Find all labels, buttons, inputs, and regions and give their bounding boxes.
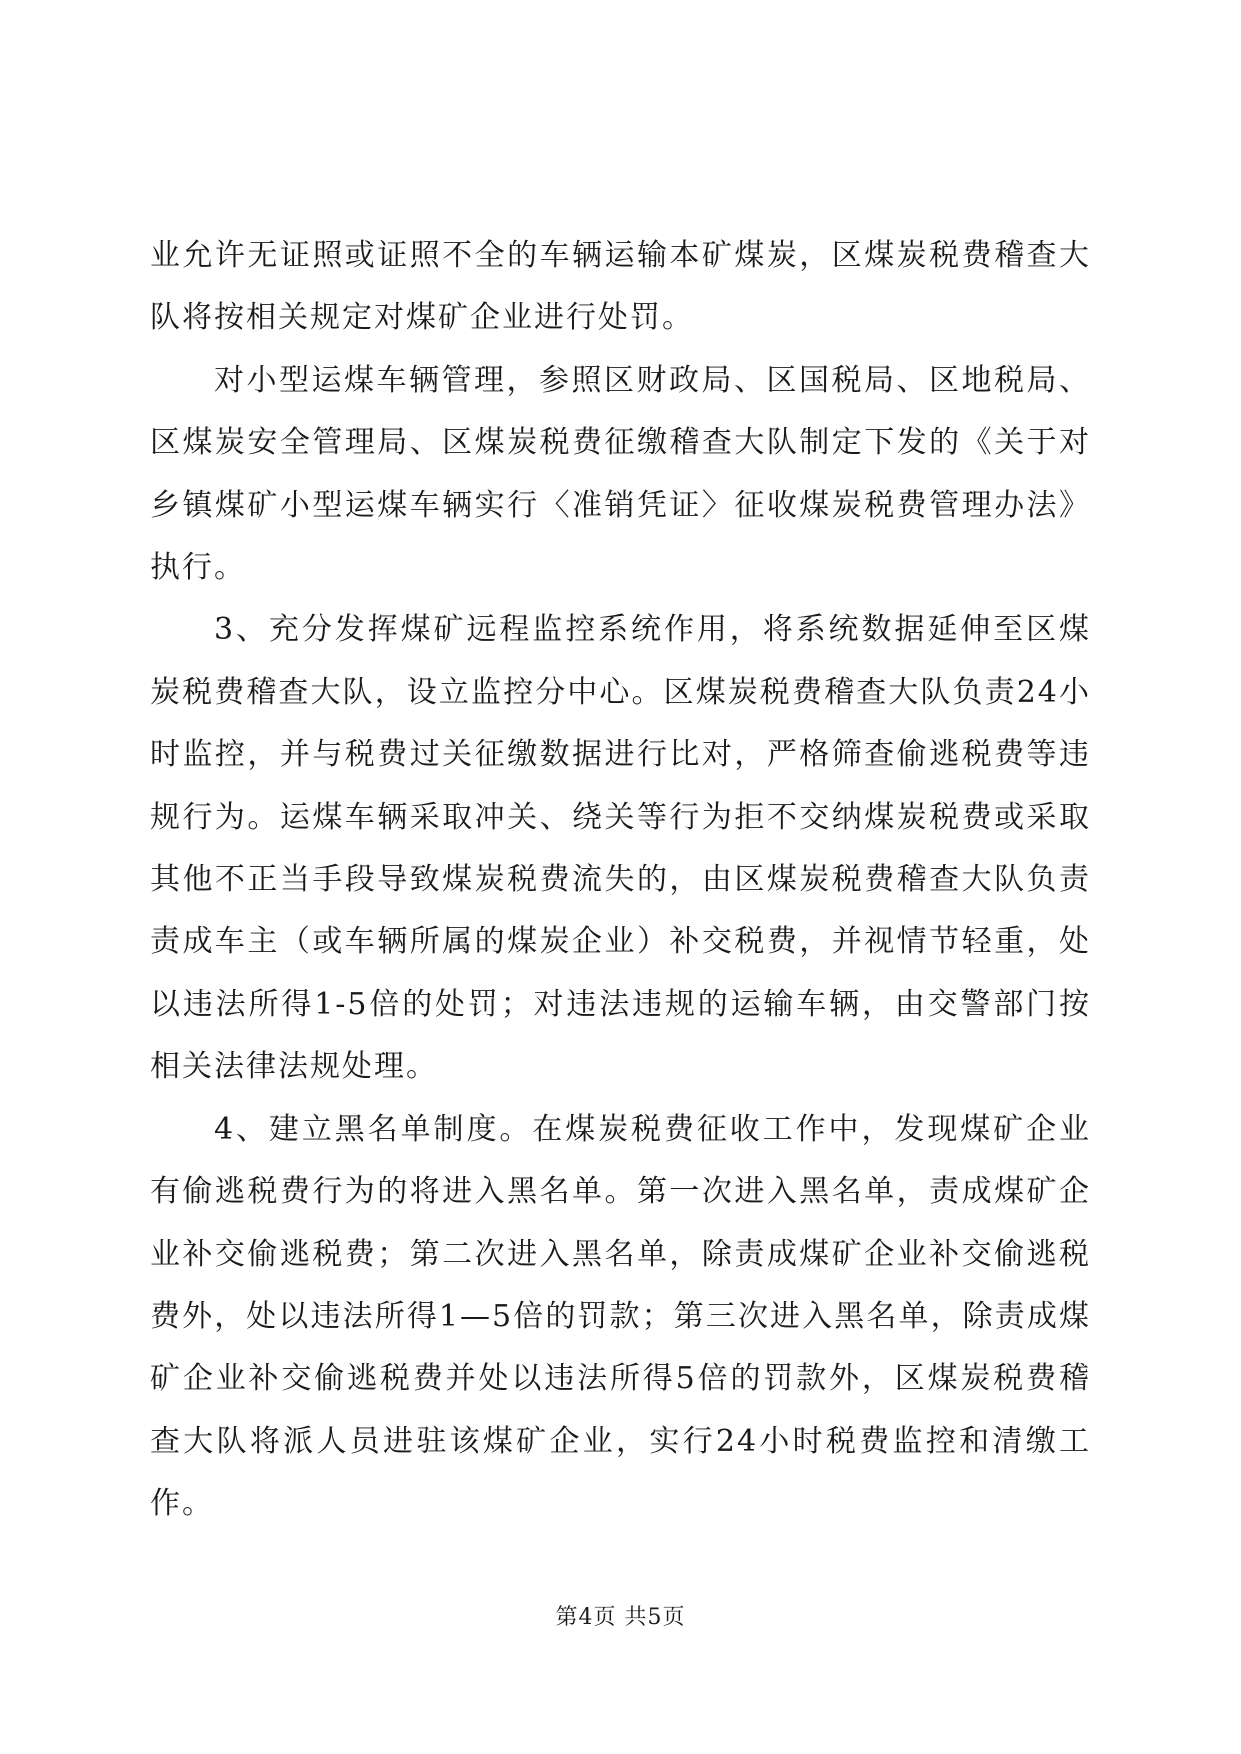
paragraph-3: 3、充分发挥煤矿远程监控系统作用，将系统数据延伸至区煤炭税费稽查大队，设立监控分中心。区煤炭税费稽查大队负责24小时监控，并与税费过关征缴数据进行比对，严格筛查偷逃税费等违规行为。运煤车辆采取冲关、绕关等行为拒不交纳煤炭税费或采取其他不正当手段导致煤炭税费流失的，由区煤炭税费稽查大队负责责成车主（或车辆所属的煤炭企业）补交税费，并视情节轻重，处以违法所得1-5倍的处罚；对违法违规的运输车辆，由交警部门按相关法律法规处理。 — [150, 612, 1091, 1085]
document-body — [150, 225, 1091, 1536]
page-footer: 第4页 共5页 — [555, 1605, 686, 1630]
paragraph-2: 对小型运煤车辆管理，参照区财政局、区国税局、区地税局、区煤炭安全管理局、区煤炭税费征缴稽查大队制定下发的《关于对乡镇煤矿小型运煤车辆实行〈准销凭证〉征收煤炭税费管理办法》执行。 — [150, 362, 1091, 586]
paragraph-1: 业允许无证照或证照不全的车辆运输本矿煤炭，区煤炭税费稽查大队将按相关规定对煤矿企业进行处罚。 — [150, 238, 1091, 336]
paragraph-4: 4、建立黑名单制度。在煤炭税费征收工作中，发现煤矿企业有偷逃税费行为的将进入黑名单。第一次进入黑名单，责成煤矿企业补交偷逃税费；第二次进入黑名单，除责成煤矿企业补交偷逃税费外，处以违法所得1—5倍的罚款；第三次进入黑名单，除责成煤矿企业补交偷逃税费并处以违法所得5倍的罚款外，区煤炭税费稽查大队将派人员进驻该煤矿企业，实行24小时税费监控和清缴工作。 — [150, 1111, 1091, 1522]
